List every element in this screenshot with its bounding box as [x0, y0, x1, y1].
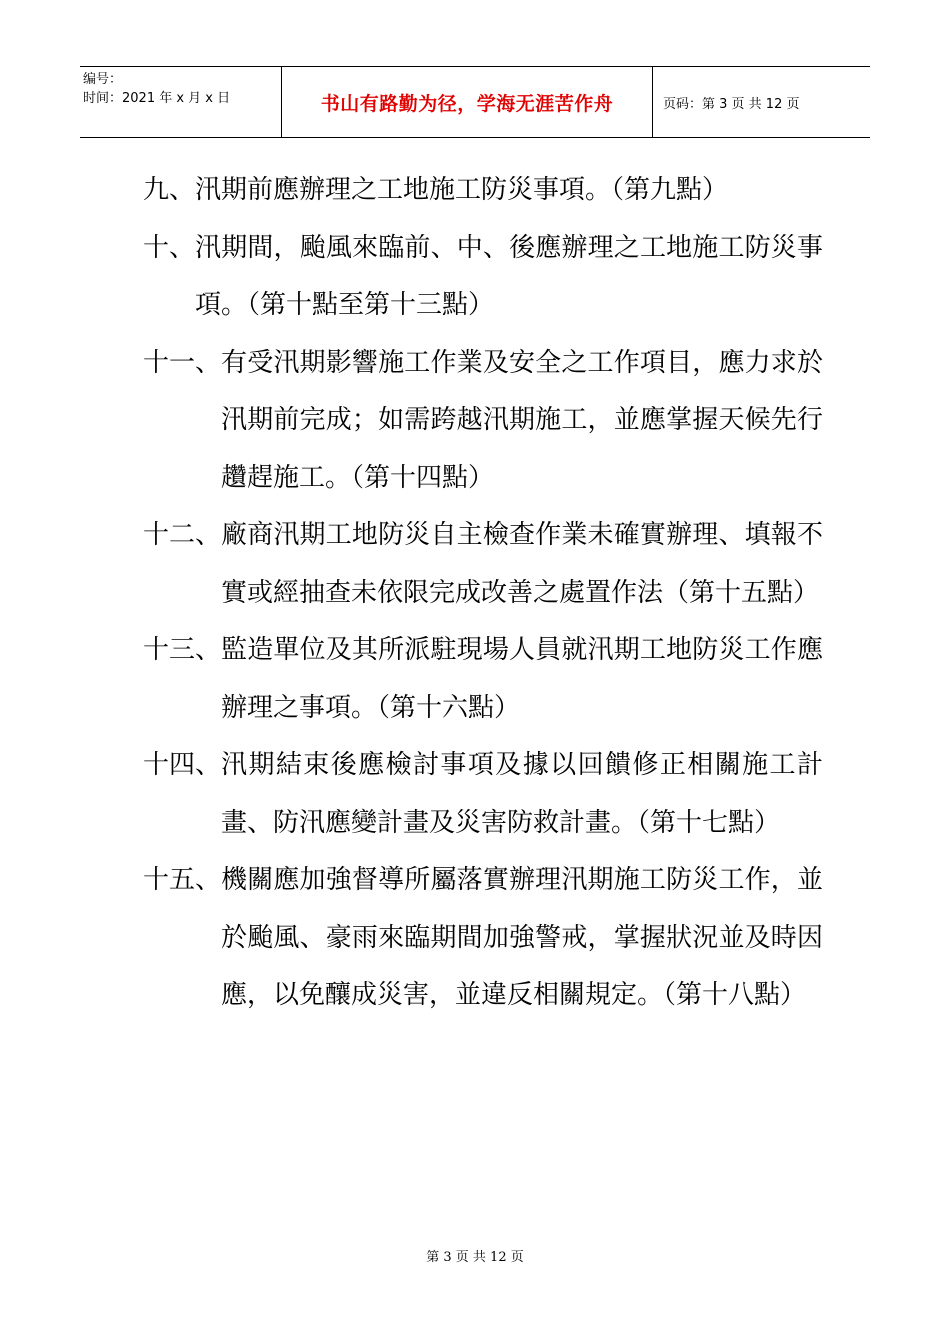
list-item [143, 335, 823, 508]
item-text: 汛期間，颱風來臨前、中、後應辦理之工地施工防災事項。（第十點至第十三點） [195, 232, 823, 320]
number-label: 编号： [83, 72, 123, 87]
item-text: 有受汛期影響施工作業及安全之工作項目，應力求於汛期前完成；如需跨越汛期施工，並應掌握天候先行趲趕施工。（第十四點） [221, 347, 823, 493]
item-text: 廠商汛期工地防災自主檢查作業未確實辦理、填報不實或經抽查未依限完成改善之處置作法（第十五點） [221, 520, 823, 608]
list-item [143, 622, 823, 737]
item-number: 十、 [143, 232, 196, 263]
header-meta-cell [80, 67, 282, 137]
list-item [143, 507, 823, 622]
page-footer [0, 1246, 950, 1265]
item-text: 監造單位及其所派駐現場人員就汛期工地防災工作應辦理之事項。（第十六點） [221, 635, 823, 723]
list-item [143, 852, 823, 1025]
list-item [143, 737, 823, 852]
header-page-cell [653, 67, 870, 137]
page-header [80, 66, 870, 138]
motto-text: 书山有路勤为径，学海无涯苦作舟 [320, 92, 614, 115]
item-text: 汛期結束後應檢討事項及據以回饋修正相關施工計畫、防汛應變計畫及災害防救計畫。（第十七點） [221, 750, 823, 838]
item-number: 十五、 [143, 865, 222, 895]
document-body [143, 162, 823, 1025]
item-text: 汛期前應辦理之工地施工防災事項。（第九點） [195, 175, 729, 205]
item-number: 九、 [143, 175, 196, 205]
page-info: 页码：第 3 页 共 12 页 [663, 96, 800, 112]
item-number: 十一、 [143, 347, 222, 378]
item-number: 十三、 [143, 635, 222, 665]
item-text: 機關應加強督導所屬落實辦理汛期施工防災工作，並於颱風、豪雨來臨期間加強警戒，掌握狀況並及時因應，以免釀成災害，並違反相關規定。（第十八點） [221, 865, 823, 1010]
list-item [143, 220, 823, 335]
list-item [143, 162, 823, 220]
footer-page-number: 第 3 页 共 12 页 [426, 1250, 524, 1265]
item-number: 十二、 [143, 520, 222, 550]
item-number: 十四、 [143, 750, 222, 780]
header-motto-cell [282, 67, 653, 137]
time-label: 时间：2021 年 x 月 x 日 [83, 91, 231, 106]
